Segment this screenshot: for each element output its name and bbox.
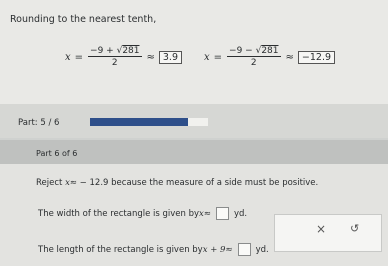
eq2-equals: = [213,51,223,63]
width-text: The width of the rectangle is given by [38,208,200,219]
eq1-radicand: 281 [122,46,140,56]
width-unit: yd. [233,208,248,219]
eq2-lhs: x [204,51,210,63]
eq2-answer: −12.9 [298,51,335,64]
reject-statement [36,178,318,188]
eq1-numerator [88,46,141,57]
reject-approx: ≈ [69,178,77,188]
eq2-numerator [227,46,280,57]
eq1-lhs: x [65,51,71,63]
width-question [38,207,247,220]
eq2-denominator: 2 [250,58,257,68]
sqrt-icon: √ [255,46,262,56]
part-label: Part: 5 / 6 [18,118,60,128]
reject-pre: Reject [36,178,66,188]
length-text: The length of the rectangle is given by [38,244,203,255]
eq1-num-pre: −9 + [90,46,117,56]
answer-tools [274,214,382,252]
reject-value: − 12.9 [76,178,109,188]
width-var: x [199,208,204,219]
length-question [38,243,269,256]
equation-positive-root [65,46,182,68]
part-heading-bar [0,140,388,164]
clear-icon[interactable]: × [316,222,327,236]
part-progress-bar [90,118,208,126]
width-approx: ≈ [203,208,211,219]
undo-icon[interactable]: ↺ [350,222,360,235]
eq2-radicand: 281 [261,46,279,56]
instruction-text: Rounding to the nearest tenth, [10,14,157,25]
eq1-answer: 3.9 [159,51,182,64]
length-expr: x + 9 [202,244,226,255]
eq2-approx: ≈ [285,51,294,63]
length-approx: ≈ [225,244,233,255]
eq2-num-pre: −9 − [229,46,256,56]
eq1-fraction [88,46,141,68]
eq1-equals: = [74,51,84,63]
length-unit: yd. [255,244,269,255]
length-answer-input[interactable] [238,243,251,256]
part-progress-fill [90,118,188,126]
sqrt-icon: √ [116,46,123,56]
reject-post: because the measure of a side must be positive. [108,178,319,188]
eq1-approx: ≈ [146,51,155,63]
equation-negative-root [204,46,335,68]
eq2-fraction [227,46,280,68]
eq1-denominator: 2 [111,58,118,68]
reject-var: x [65,178,70,188]
part-heading: Part 6 of 6 [36,149,78,158]
width-answer-input[interactable] [216,207,229,220]
